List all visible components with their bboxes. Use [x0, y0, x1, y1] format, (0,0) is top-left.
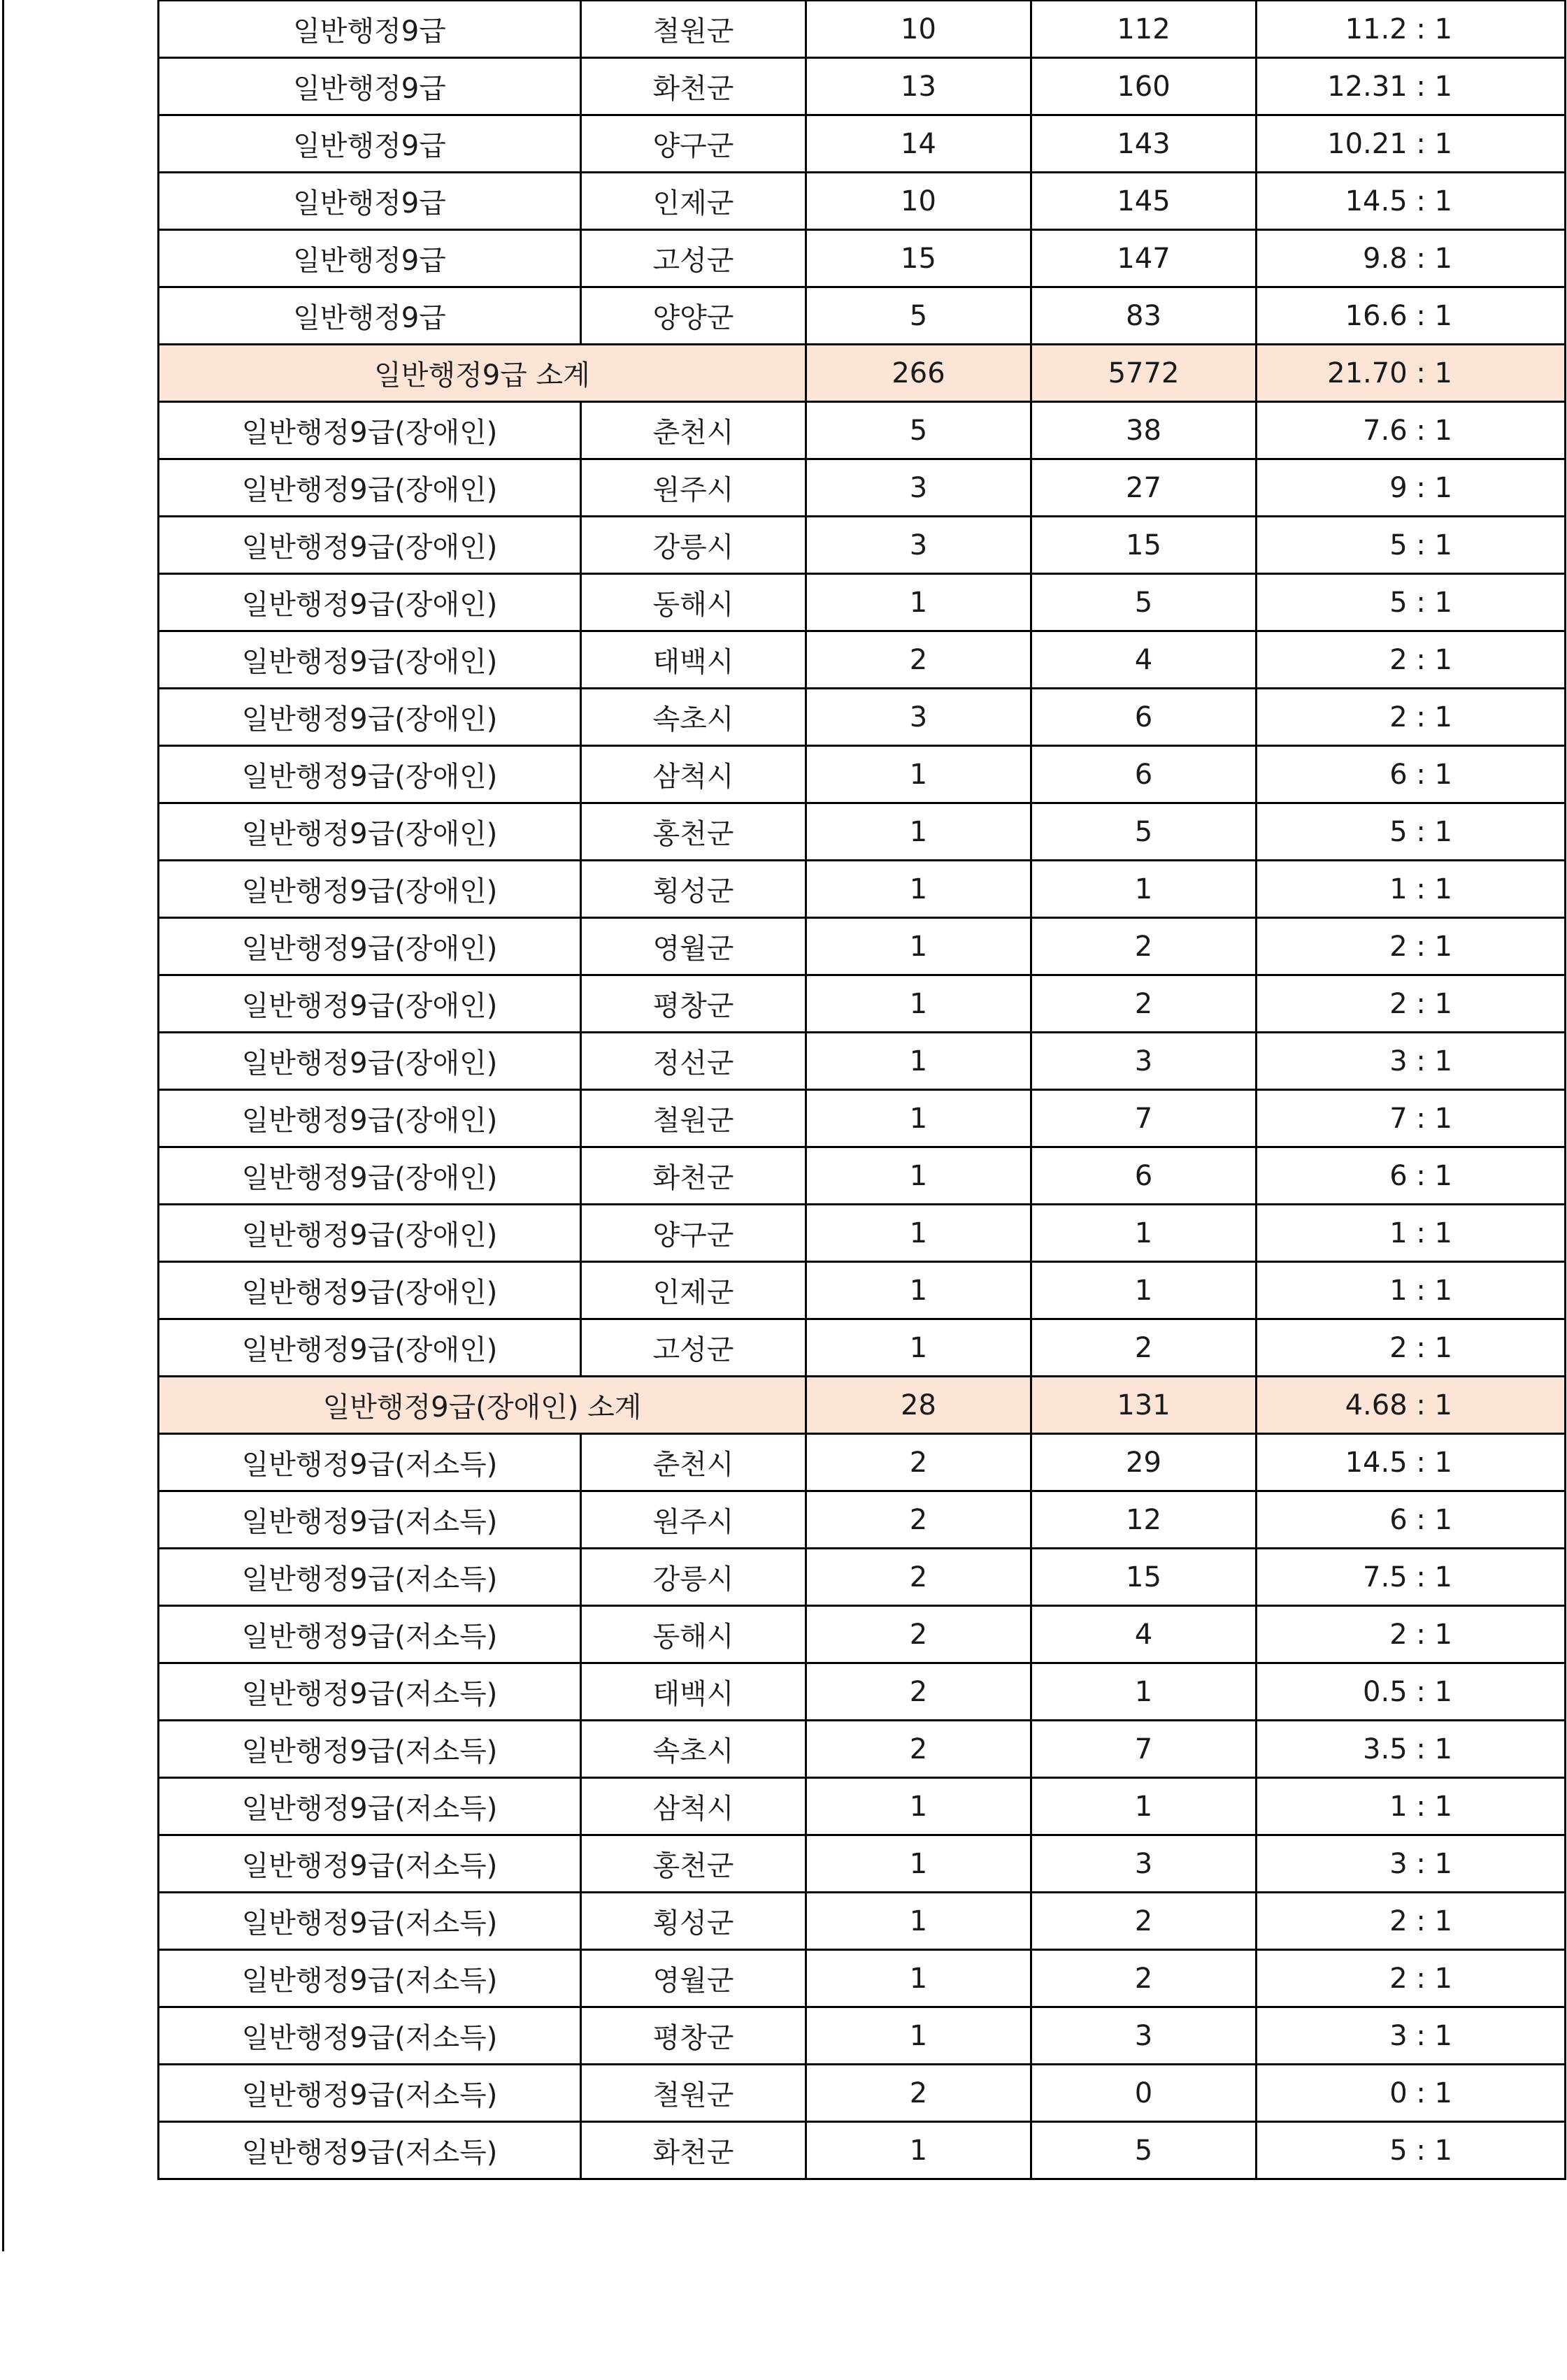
table-row: [159, 1663, 1566, 1721]
openings-cell: 1: [806, 1950, 1031, 2007]
openings-cell: 2: [806, 2065, 1031, 2122]
table-row: [159, 287, 1566, 345]
category-cell: 일반행정9급(장애인): [159, 803, 581, 861]
category-cell: 일반행정9급(장애인): [159, 459, 581, 517]
ratio-cell: 3 : 1: [1257, 1033, 1566, 1090]
region-cell: 홍천군: [581, 1835, 806, 1893]
region-cell: 화천군: [581, 58, 806, 115]
category-cell: 일반행정9급(저소득): [159, 1893, 581, 1950]
table-row: [159, 746, 1566, 803]
openings-cell: 1: [806, 1893, 1031, 1950]
subtotal-label: 일반행정9급 소계: [159, 345, 806, 402]
region-cell: 춘천시: [581, 402, 806, 459]
ratio-cell: 1 : 1: [1257, 1778, 1566, 1835]
region-cell: 화천군: [581, 2122, 806, 2179]
region-cell: 횡성군: [581, 861, 806, 918]
openings-cell: 13: [806, 58, 1031, 115]
category-cell: 일반행정9급(장애인): [159, 1262, 581, 1319]
table-row: [159, 459, 1566, 517]
category-cell: 일반행정9급(장애인): [159, 975, 581, 1033]
category-cell: 일반행정9급(저소득): [159, 2007, 581, 2065]
category-cell: 일반행정9급(저소득): [159, 1950, 581, 2007]
table-row: [159, 2065, 1566, 2122]
ratio-cell: 2 : 1: [1257, 1950, 1566, 2007]
region-cell: 속초시: [581, 1721, 806, 1778]
openings-cell: 1: [806, 975, 1031, 1033]
openings-cell: 14: [806, 115, 1031, 173]
category-cell: 일반행정9급(장애인): [159, 1147, 581, 1205]
ratio-cell: 5 : 1: [1257, 803, 1566, 861]
openings-cell: 5: [806, 402, 1031, 459]
table-row: [159, 975, 1566, 1033]
category-cell: 일반행정9급: [159, 1, 581, 58]
applicants-cell: 1: [1031, 1778, 1257, 1835]
subtotal-applicants: 5772: [1031, 345, 1257, 402]
applicants-cell: 3: [1031, 2007, 1257, 2065]
openings-cell: 1: [806, 1319, 1031, 1377]
table-row: [159, 1606, 1566, 1663]
applicants-cell: 1: [1031, 1262, 1257, 1319]
table-row: [159, 1262, 1566, 1319]
table-row: [159, 1205, 1566, 1262]
applicants-cell: 15: [1031, 1549, 1257, 1606]
table-row: [159, 1319, 1566, 1377]
category-cell: 일반행정9급(저소득): [159, 1549, 581, 1606]
openings-cell: 1: [806, 1147, 1031, 1205]
category-cell: 일반행정9급(저소득): [159, 1434, 581, 1491]
openings-cell: 2: [806, 1606, 1031, 1663]
ratio-cell: 0 : 1: [1257, 2065, 1566, 2122]
category-cell: 일반행정9급(장애인): [159, 1205, 581, 1262]
openings-cell: 3: [806, 689, 1031, 746]
applicants-cell: 38: [1031, 402, 1257, 459]
category-cell: 일반행정9급(장애인): [159, 746, 581, 803]
applicants-cell: 4: [1031, 631, 1257, 689]
ratio-cell: 11.2 : 1: [1257, 1, 1566, 58]
region-cell: 홍천군: [581, 803, 806, 861]
ratio-cell: 3 : 1: [1257, 2007, 1566, 2065]
ratio-cell: 7 : 1: [1257, 1090, 1566, 1147]
openings-cell: 10: [806, 173, 1031, 230]
applicants-cell: 2: [1031, 1893, 1257, 1950]
table-row: [159, 631, 1566, 689]
table-row: [159, 402, 1566, 459]
openings-cell: 15: [806, 230, 1031, 287]
ratio-cell: 5 : 1: [1257, 517, 1566, 574]
table-row: [159, 230, 1566, 287]
subtotal-openings: 28: [806, 1377, 1031, 1434]
region-cell: 태백시: [581, 631, 806, 689]
applicants-cell: 3: [1031, 1033, 1257, 1090]
category-cell: 일반행정9급(저소득): [159, 1721, 581, 1778]
openings-cell: 1: [806, 1033, 1031, 1090]
applicants-cell: 27: [1031, 459, 1257, 517]
table-row: [159, 1147, 1566, 1205]
category-cell: 일반행정9급(장애인): [159, 861, 581, 918]
table-row: [159, 1033, 1566, 1090]
region-cell: 횡성군: [581, 1893, 806, 1950]
table-row: [159, 2007, 1566, 2065]
region-cell: 양양군: [581, 287, 806, 345]
category-cell: 일반행정9급(저소득): [159, 2065, 581, 2122]
region-cell: 영월군: [581, 1950, 806, 2007]
ratio-cell: 10.21 : 1: [1257, 115, 1566, 173]
ratio-cell: 6 : 1: [1257, 746, 1566, 803]
applicants-cell: 4: [1031, 1606, 1257, 1663]
applicants-cell: 1: [1031, 1663, 1257, 1721]
region-cell: 속초시: [581, 689, 806, 746]
ratio-cell: 3 : 1: [1257, 1835, 1566, 1893]
table-row: [159, 58, 1566, 115]
table-body: [159, 1, 1566, 2179]
openings-cell: 1: [806, 1205, 1031, 1262]
applicants-cell: 3: [1031, 1835, 1257, 1893]
openings-cell: 1: [806, 2122, 1031, 2179]
openings-cell: 2: [806, 1663, 1031, 1721]
table-row: [159, 861, 1566, 918]
region-cell: 평창군: [581, 975, 806, 1033]
openings-cell: 1: [806, 574, 1031, 631]
category-cell: 일반행정9급: [159, 173, 581, 230]
openings-cell: 2: [806, 1549, 1031, 1606]
category-cell: 일반행정9급: [159, 58, 581, 115]
applicants-cell: 83: [1031, 287, 1257, 345]
applicants-cell: 7: [1031, 1090, 1257, 1147]
category-cell: 일반행정9급(장애인): [159, 631, 581, 689]
region-cell: 태백시: [581, 1663, 806, 1721]
applicants-cell: 2: [1031, 1319, 1257, 1377]
ratio-cell: 7.6 : 1: [1257, 402, 1566, 459]
openings-cell: 1: [806, 746, 1031, 803]
applicants-cell: 1: [1031, 861, 1257, 918]
category-cell: 일반행정9급(장애인): [159, 517, 581, 574]
ratio-cell: 3.5 : 1: [1257, 1721, 1566, 1778]
subtotal-row: [159, 345, 1566, 402]
table-row: [159, 1434, 1566, 1491]
table-row: [159, 517, 1566, 574]
openings-cell: 5: [806, 287, 1031, 345]
subtotal-row: [159, 1377, 1566, 1434]
region-cell: 원주시: [581, 1491, 806, 1549]
table-row: [159, 689, 1566, 746]
ratio-cell: 2 : 1: [1257, 1893, 1566, 1950]
ratio-cell: 2 : 1: [1257, 1319, 1566, 1377]
applicants-cell: 112: [1031, 1, 1257, 58]
ratio-cell: 6 : 1: [1257, 1491, 1566, 1549]
table-row: [159, 1835, 1566, 1893]
ratio-cell: 2 : 1: [1257, 975, 1566, 1033]
openings-cell: 1: [806, 861, 1031, 918]
applicants-cell: 5: [1031, 803, 1257, 861]
openings-cell: 2: [806, 1434, 1031, 1491]
category-cell: 일반행정9급(장애인): [159, 574, 581, 631]
table-row: [159, 1, 1566, 58]
openings-cell: 2: [806, 1491, 1031, 1549]
ratio-cell: 16.6 : 1: [1257, 287, 1566, 345]
region-cell: 평창군: [581, 2007, 806, 2065]
region-cell: 강릉시: [581, 1549, 806, 1606]
subtotal-applicants: 131: [1031, 1377, 1257, 1434]
category-cell: 일반행정9급(장애인): [159, 402, 581, 459]
applicants-cell: 6: [1031, 689, 1257, 746]
ratio-cell: 5 : 1: [1257, 2122, 1566, 2179]
table-row: [159, 173, 1566, 230]
applicants-cell: 15: [1031, 517, 1257, 574]
region-cell: 양구군: [581, 115, 806, 173]
category-cell: 일반행정9급(장애인): [159, 1033, 581, 1090]
applicants-cell: 6: [1031, 1147, 1257, 1205]
applicants-cell: 2: [1031, 1950, 1257, 2007]
region-cell: 동해시: [581, 1606, 806, 1663]
region-cell: 삼척시: [581, 1778, 806, 1835]
ratio-cell: 6 : 1: [1257, 1147, 1566, 1205]
openings-cell: 1: [806, 1835, 1031, 1893]
category-cell: 일반행정9급(장애인): [159, 918, 581, 975]
table-row: [159, 115, 1566, 173]
applicants-cell: 12: [1031, 1491, 1257, 1549]
table-row: [159, 1721, 1566, 1778]
category-cell: 일반행정9급: [159, 287, 581, 345]
ratio-cell: 7.5 : 1: [1257, 1549, 1566, 1606]
region-cell: 영월군: [581, 918, 806, 975]
openings-cell: 1: [806, 803, 1031, 861]
applicants-cell: 1: [1031, 1205, 1257, 1262]
category-cell: 일반행정9급(저소득): [159, 1835, 581, 1893]
subtotal-openings: 266: [806, 345, 1031, 402]
region-cell: 양구군: [581, 1205, 806, 1262]
table-row: [159, 1549, 1566, 1606]
ratio-cell: 1 : 1: [1257, 1205, 1566, 1262]
subtotal-label: 일반행정9급(장애인) 소계: [159, 1377, 806, 1434]
table-row: [159, 803, 1566, 861]
region-cell: 철원군: [581, 1, 806, 58]
applicants-cell: 5: [1031, 2122, 1257, 2179]
applicants-cell: 7: [1031, 1721, 1257, 1778]
applicants-cell: 143: [1031, 115, 1257, 173]
table-row: [159, 1778, 1566, 1835]
ratio-cell: 14.5 : 1: [1257, 173, 1566, 230]
openings-cell: 3: [806, 517, 1031, 574]
competition-ratio-table: [157, 0, 1566, 2180]
table-row: [159, 918, 1566, 975]
openings-cell: 10: [806, 1, 1031, 58]
table-row: [159, 1950, 1566, 2007]
ratio-cell: 1 : 1: [1257, 1262, 1566, 1319]
category-cell: 일반행정9급(저소득): [159, 1663, 581, 1721]
region-cell: 고성군: [581, 1319, 806, 1377]
category-cell: 일반행정9급(저소득): [159, 1606, 581, 1663]
region-cell: 철원군: [581, 1090, 806, 1147]
ratio-cell: 9.8 : 1: [1257, 230, 1566, 287]
applicants-cell: 29: [1031, 1434, 1257, 1491]
ratio-cell: 9 : 1: [1257, 459, 1566, 517]
ratio-cell: 2 : 1: [1257, 689, 1566, 746]
applicants-cell: 6: [1031, 746, 1257, 803]
ratio-cell: 0.5 : 1: [1257, 1663, 1566, 1721]
ratio-cell: 12.31 : 1: [1257, 58, 1566, 115]
openings-cell: 2: [806, 1721, 1031, 1778]
region-cell: 삼척시: [581, 746, 806, 803]
category-cell: 일반행정9급(장애인): [159, 1090, 581, 1147]
openings-cell: 1: [806, 918, 1031, 975]
category-cell: 일반행정9급: [159, 115, 581, 173]
category-cell: 일반행정9급(장애인): [159, 689, 581, 746]
category-cell: 일반행정9급: [159, 230, 581, 287]
category-cell: 일반행정9급(저소득): [159, 2122, 581, 2179]
applicants-cell: 0: [1031, 2065, 1257, 2122]
table-row: [159, 2122, 1566, 2179]
category-cell: 일반행정9급(장애인): [159, 1319, 581, 1377]
ratio-cell: 2 : 1: [1257, 631, 1566, 689]
applicants-cell: 2: [1031, 975, 1257, 1033]
ratio-cell: 1 : 1: [1257, 861, 1566, 918]
region-cell: 고성군: [581, 230, 806, 287]
ratio-cell: 14.5 : 1: [1257, 1434, 1566, 1491]
region-cell: 정선군: [581, 1033, 806, 1090]
applicants-cell: 2: [1031, 918, 1257, 975]
table-row: [159, 1090, 1566, 1147]
subtotal-ratio: 4.68 : 1: [1257, 1377, 1566, 1434]
ratio-cell: 5 : 1: [1257, 574, 1566, 631]
ratio-cell: 2 : 1: [1257, 918, 1566, 975]
region-cell: 화천군: [581, 1147, 806, 1205]
table-row: [159, 574, 1566, 631]
openings-cell: 2: [806, 631, 1031, 689]
applicants-cell: 5: [1031, 574, 1257, 631]
page-left-rule: [2, 0, 4, 2251]
openings-cell: 3: [806, 459, 1031, 517]
region-cell: 춘천시: [581, 1434, 806, 1491]
region-cell: 철원군: [581, 2065, 806, 2122]
openings-cell: 1: [806, 1778, 1031, 1835]
openings-cell: 1: [806, 2007, 1031, 2065]
table-row: [159, 1491, 1566, 1549]
region-cell: 강릉시: [581, 517, 806, 574]
openings-cell: 1: [806, 1090, 1031, 1147]
category-cell: 일반행정9급(저소득): [159, 1778, 581, 1835]
applicants-cell: 147: [1031, 230, 1257, 287]
openings-cell: 1: [806, 1262, 1031, 1319]
region-cell: 원주시: [581, 459, 806, 517]
region-cell: 인제군: [581, 173, 806, 230]
ratio-cell: 2 : 1: [1257, 1606, 1566, 1663]
region-cell: 인제군: [581, 1262, 806, 1319]
table-row: [159, 1893, 1566, 1950]
applicants-cell: 145: [1031, 173, 1257, 230]
subtotal-ratio: 21.70 : 1: [1257, 345, 1566, 402]
category-cell: 일반행정9급(저소득): [159, 1491, 581, 1549]
applicants-cell: 160: [1031, 58, 1257, 115]
region-cell: 동해시: [581, 574, 806, 631]
